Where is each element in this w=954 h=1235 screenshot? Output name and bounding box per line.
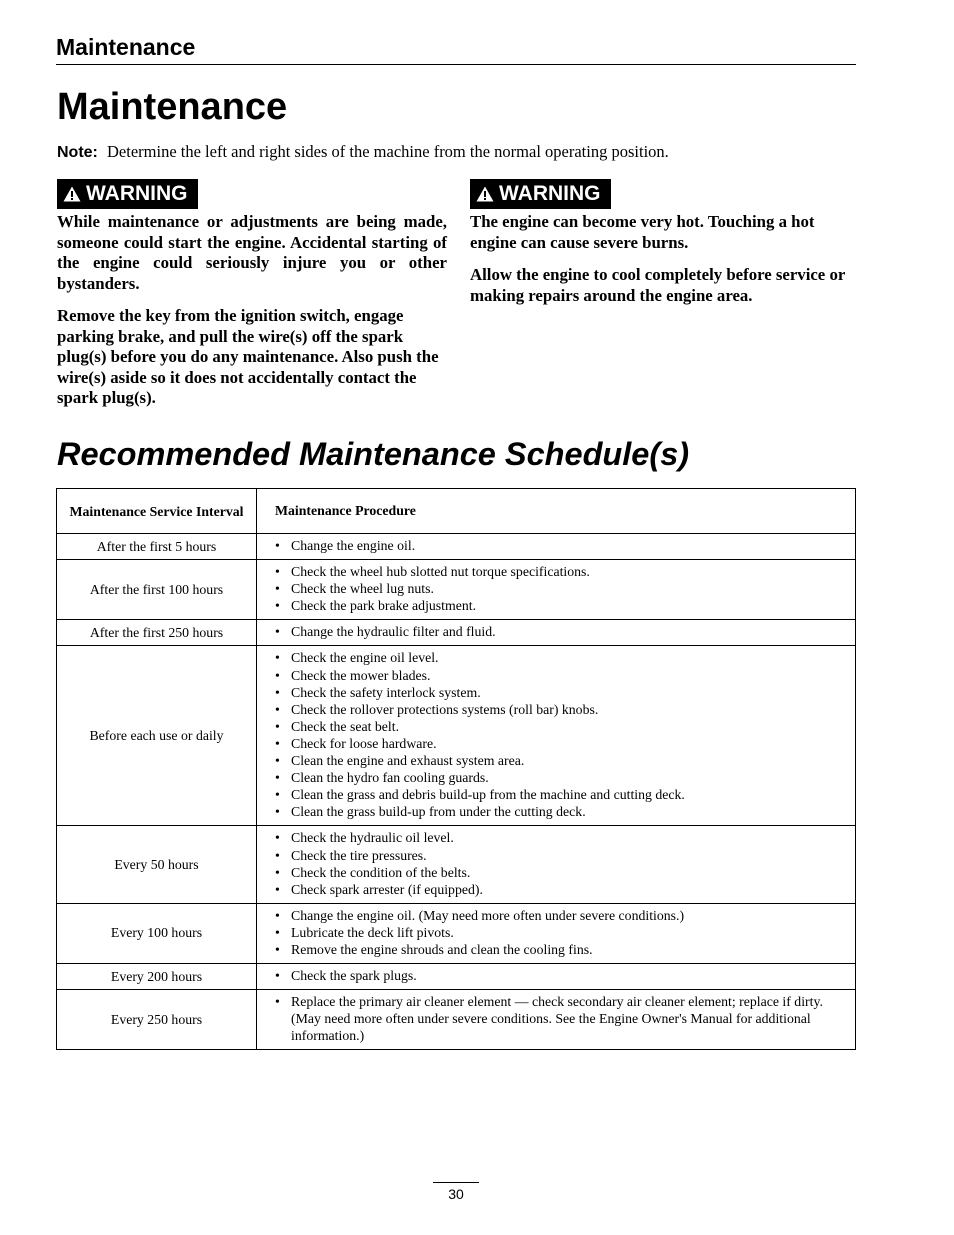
running-head: Maintenance [56,34,196,60]
header-interval: Maintenance Service Interval [57,489,257,534]
table-row [57,964,856,990]
interval-cell: Every 100 hours [57,903,257,963]
table-row [57,646,856,826]
section-title: Recommended Maintenance Schedule(s) [57,436,690,472]
table-row [57,990,856,1050]
interval-cell: After the first 250 hours [57,620,257,646]
list-item: • Change the hydraulic filter and fluid. [275,623,835,640]
list-item: • Clean the engine and exhaust system area. [275,752,835,769]
table-body [57,534,856,1050]
list-item: • Clean the hydro fan cooling guards. [275,769,835,786]
table-row [57,620,856,646]
procedure-list [275,649,835,820]
maintenance-schedule-table [56,488,856,1050]
list-item: • Check the safety interlock system. [275,684,835,701]
list-item: • Clean the grass and debris build-up from the machine and cutting deck. [275,786,835,803]
procedure-list [275,623,835,640]
list-item: • Check spark arrester (if equipped). [275,881,835,898]
warning-block-right [470,179,860,306]
list-item: • Check the rollover protections systems (roll bar) knobs. [275,701,835,718]
procedure-cell [257,620,856,646]
warning-badge-label: WARNING [86,182,188,205]
list-item: • Change the engine oil. [275,537,835,554]
table-row [57,903,856,963]
interval-cell: Every 200 hours [57,964,257,990]
list-item: • Check the seat belt. [275,718,835,735]
warning-triangle-icon [476,186,494,202]
list-item: • Lubricate the deck lift pivots. [275,924,835,941]
header-procedure: Maintenance Procedure [257,489,856,534]
footer-rule [433,1182,479,1183]
table-row [57,534,856,560]
list-item: • Check the wheel lug nuts. [275,580,835,597]
list-item: • Check the tire pressures. [275,847,835,864]
list-item: • Change the engine oil. (May need more often under severe conditions.) [275,907,835,924]
procedure-list [275,563,835,614]
procedure-cell [257,826,856,903]
header-rule [56,64,856,65]
interval-cell: After the first 100 hours [57,560,257,620]
procedure-list [275,993,835,1044]
interval-cell: Every 50 hours [57,826,257,903]
list-item: • Check the condition of the belts. [275,864,835,881]
procedure-cell [257,534,856,560]
procedure-list [275,537,835,554]
procedure-cell [257,990,856,1050]
list-item: • Check for loose hardware. [275,735,835,752]
list-item: • Check the spark plugs. [275,967,835,984]
table-header-row [57,489,856,534]
warning-badge-label: WARNING [499,182,601,205]
page-title: Maintenance [57,86,288,128]
interval-cell: Every 250 hours [57,990,257,1050]
table-row [57,826,856,903]
warning-paragraph: The engine can become very hot. Touching a hot engine can cause severe burns. [470,212,815,252]
list-item: • Check the mower blades. [275,667,835,684]
list-item: • Check the wheel hub slotted nut torque specifications. [275,563,835,580]
procedure-cell [257,903,856,963]
note [57,142,669,162]
list-item: • Clean the grass build-up from under the cutting deck. [275,803,835,820]
list-item: • Replace the primary air cleaner element — check secondary air cleaner element; replace if dirty. (May need more often under severe conditions. See the Engine Owner's Manual for additional information.) [275,993,835,1044]
list-item: • Check the hydraulic oil level. [275,829,835,846]
procedure-cell [257,560,856,620]
warning-paragraph: Remove the key from the ignition switch, engage parking brake, and pull the wire(s) off the spark plug(s) before you do any maintenance. Also push the wire(s) aside so it does not accidentally contact the spark plug(s). [57,306,439,407]
warning-triangle-icon [63,186,81,202]
warning-paragraph: While maintenance or adjustments are being made, someone could start the engine. Accidental starting of the engine could seriously injure you or other bystanders. [57,212,447,293]
procedure-list [275,829,835,897]
procedure-cell [257,646,856,826]
list-item: • Check the engine oil level. [275,649,835,666]
procedure-list [275,907,835,958]
warning-badge [57,179,198,209]
procedure-cell [257,964,856,990]
list-item: • Remove the engine shrouds and clean the cooling fins. [275,941,835,958]
note-text: Determine the left and right sides of the machine from the normal operating position. [107,142,669,161]
interval-cell: Before each use or daily [57,646,257,826]
note-label: Note: [57,144,98,161]
page-number: 30 [448,1186,464,1202]
list-item: • Check the park brake adjustment. [275,597,835,614]
interval-cell: After the first 5 hours [57,534,257,560]
table-row [57,560,856,620]
procedure-list [275,967,835,984]
warning-paragraph: Allow the engine to cool completely before service or making repairs around the engine area. [470,265,845,305]
warning-block-left [57,179,447,409]
warning-badge [470,179,611,209]
